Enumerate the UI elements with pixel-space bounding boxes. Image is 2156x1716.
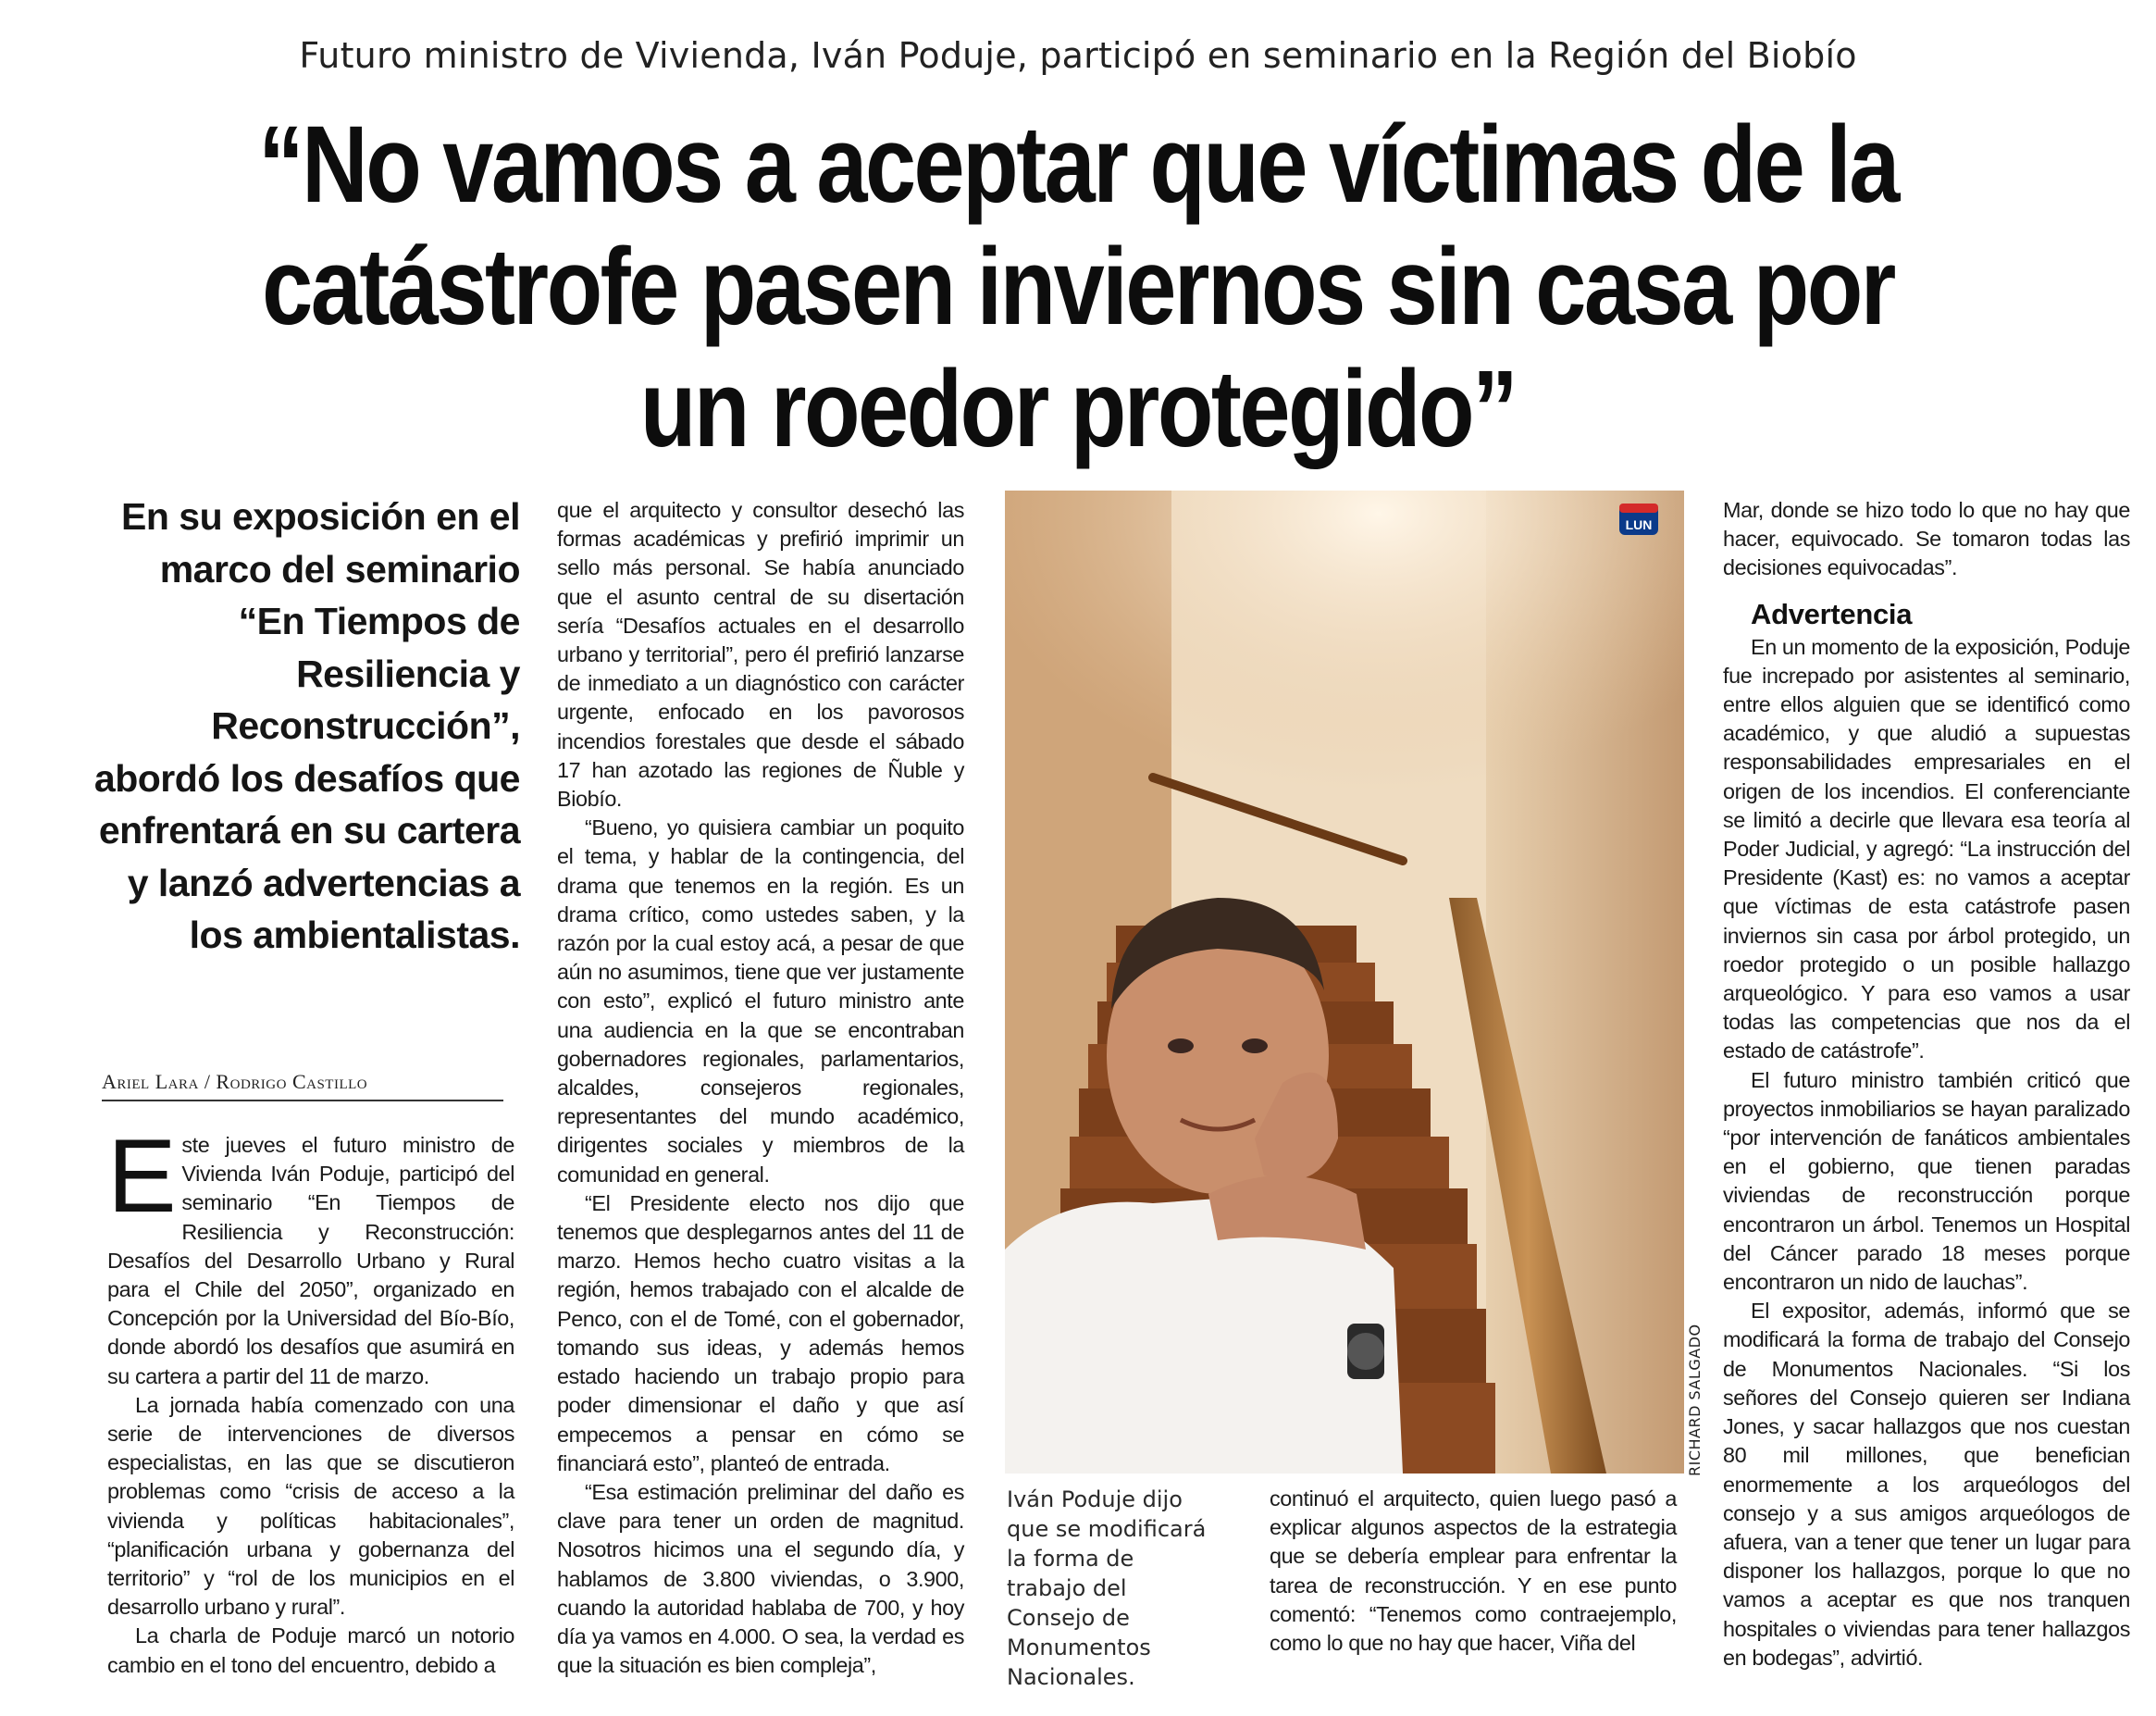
headline-line-2: catástrofe pasen inviernos sin casa por: [262, 226, 1894, 348]
article-column-4: [1723, 496, 2130, 1672]
paragraph: En un momento de la exposición, Poduje fue increpado por asistentes al seminario, entre ellos alguien que se identificó como académico, y que aludió a supuestas responsabilidades empresariales en el origen de los incendios. El conferenciante se limitó a decirle que llevara esa teoría al Poder Judicial, y agregó: “La instrucción del Presidente (Kast) es: no vamos a aceptar que víctimas de esta catástrofe pasen inviernos sin casa por árbol protegido, un roedor protegido o un posible hallazgo arqueológico. Y para eso vamos a usar todas las competencias que nos da el estado de catástrofe”.: [1723, 634, 2131, 1063]
paragraph: “El Presidente electo nos dijo que tenemos que desplegarnos antes del 11 de marzo. Hemos hecho cuatro visitas a la región, hemos trabajado con el alcalde de Penco, con el de Tomé, con el gobernador, tomando sus ideas, y además hemos estado haciendo un trabajo propio para poder dimensionar el daño y que así empecemos a pensar en cómo se financiará esto”, planteó de entrada.: [557, 1190, 964, 1475]
paragraph: La jornada había comenzado con una serie de intervenciones de diversos especialistas, en las que se discutieron problemas como “crisis de acceso a la vivienda y políticas habitacionales”, “planificación urbana y gobernanza del territorio” y “rol de los municipios en el desarrollo urbano y rural”.: [107, 1392, 514, 1620]
lead-summary: En su exposición en el marco del seminario “En Tiempos de Resiliencia y Reconstrucción”, abordó los desafíos que enfrentará en su cartera y lanzó advertencias a los ambientalistas.: [93, 495, 520, 956]
photo-caption: Iván Poduje dijo que se modificará la forma de trabajo del Consejo de Monumentos Nacionales.: [1007, 1486, 1207, 1690]
article-column-2: [557, 496, 964, 1680]
paragraph: La charla de Poduje marcó un notorio cambio en el tono del encuentro, debido a: [107, 1623, 514, 1677]
paragraph: Mar, donde se hizo todo lo que no hay que hacer, equivocado. Se tomaron todas las decisiones equivocadas”.: [1723, 498, 2130, 580]
paragraph: que el arquitecto y consultor desechó las formas académicas y prefirió imprimir un sello más personal. Se había anunciado que el asunto central de su disertación sería “Desafíos actuales en el desarrollo urbano y territorial”, pero él prefirió lanzarse de inmediato a un diagnóstico con carácter urgente, enfocado en los pavorosos incendios forestales que desde el sábado 17 han azotado las regiones de Ñuble y Biobío.: [557, 498, 964, 812]
headline-line-1: “No vamos a aceptar que víctimas de la: [258, 104, 1898, 226]
headline: [242, 104, 1914, 470]
paragraph: El expositor, además, informó que se modificará la forma de trabajo del Consejo de Monumentos Nacionales. “Si los señores del Consejo quieren ser Indiana Jones, y sacar hallazgos que nos cuestan 80 mil millones, que benefician enormemente a los arqueólogos del consejo y a sus amigos arqueólogos de afuera, van a tener que tener un lugar para disponer los hallazgos, porque lo que no vamos a aceptar es que nos tranquen hospitales o viviendas para tener hallazgos en bodegas”, advirtió.: [1723, 1299, 2130, 1670]
article-column-1: [107, 1118, 514, 1680]
paragraph: continuó el arquitecto, quien luego pasó a explicar algunos aspectos de la estrategia que se debería emplear para enfrentar la tarea de reconstrucción. Y en ese punto comentó: “Tenemos como contraejemplo, como lo que no hay que hacer, Viña del: [1270, 1486, 1677, 1656]
headline-line-3: un roedor protegido”: [639, 348, 1517, 470]
portrait-photo: [1005, 491, 1684, 1474]
portrait-photo-illustration: [1005, 491, 1684, 1474]
paragraph: “Esa estimación preliminar del daño es clave para tener un orden de magnitud. Nosotros hicimos una el segundo día, y hablamos de 3.800 viviendas, o 3.900, cuando la autoridad hablaba de 700, y hoy día ya vamos en 4.000. O sea, la verdad es que la situación es bien compleja”,: [557, 1479, 964, 1678]
lun-badge: LUN: [1625, 517, 1653, 532]
drop-cap: E: [107, 1118, 177, 1234]
photo-credit: RICHARD SALGADO: [1686, 1324, 1704, 1476]
paragraph: “Bueno, yo quisiera cambiar un poquito el tema, y hablar de la contingencia, del drama que tenemos en la región. Es un drama crítico, como ustedes saben, y la razón por la cual estoy acá, a pesar de que aún no asumimos, tiene que ver justamente con esto”, explicó el futuro ministro ante una audiencia en la que se encontraban gobernadores regionales, parlamentarios, alcaldes, consejeros regionales, representantes del mundo académico, dirigentes sociales y miembros de la comunidad en general.: [557, 815, 964, 1187]
kicker: Futuro ministro de Vivienda, Iván Poduje, participó en seminario en la Región del Biobío: [299, 35, 1857, 76]
article-column-3: [1270, 1485, 1677, 1658]
paragraph: Este jueves el futuro ministro de Vivienda Iván Poduje, participó del seminario “En Tiempos de Resiliencia y Reconstrucción: Desafíos del Desarrollo Urbano y Rural para el Chile del 2050”, organizado en Concepción por la Universidad del Bío-Bío, donde abordó los desafíos que asumirá en su cartera a partir del 11 de marzo.: [107, 1118, 514, 1388]
section-subhead: Advertencia: [1751, 597, 1913, 630]
paragraph: El futuro ministro también criticó que proyectos inmobiliarios se hayan paralizado “por intervención de fanáticos ambientales en el gobierno, que tienen paradas viviendas de reconstrucción porque encontraron un árbol. Tenemos un Hospital del Cáncer parado 18 meses porque encontraron un nido de lauchas”.: [1723, 1067, 2130, 1295]
byline: Ariel Lara / Rodrigo Castillo: [102, 1070, 503, 1101]
